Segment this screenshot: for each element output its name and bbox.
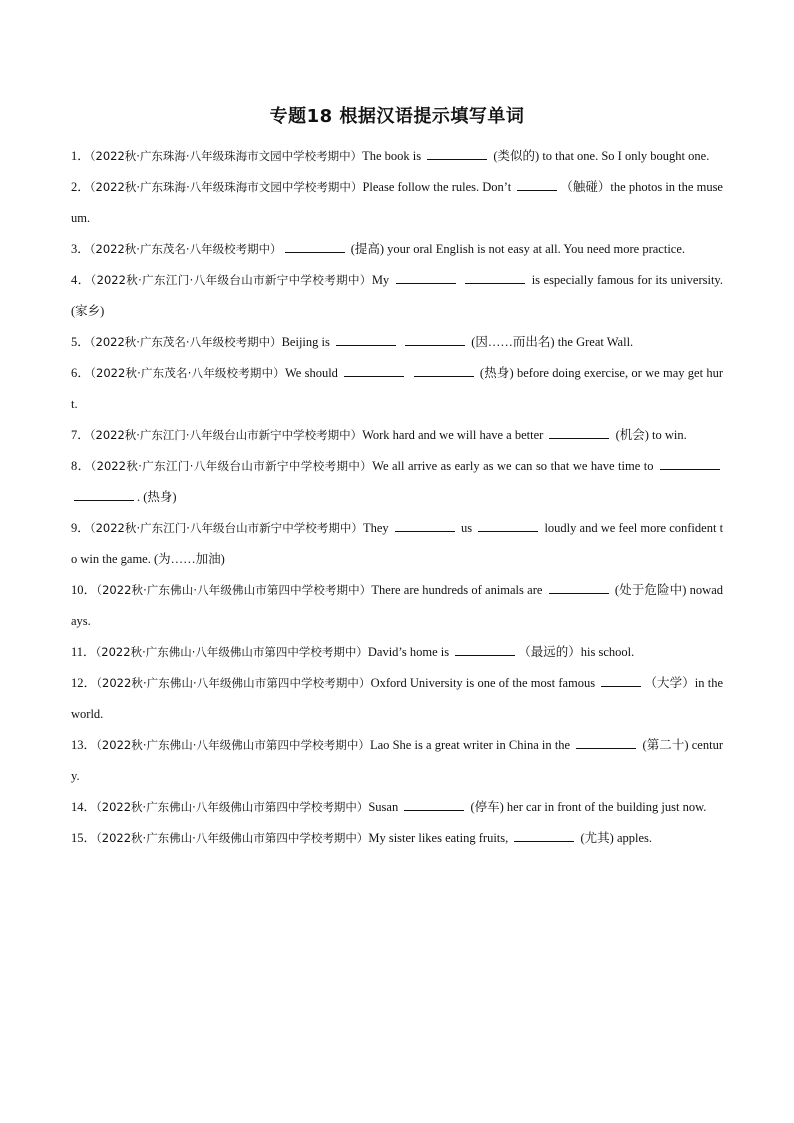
question-text: Oxford University is one of the most famous: [370, 676, 596, 690]
question-source: （2022秋·广东佛山·八年级佛山市第四中学校考期中）: [96, 800, 369, 814]
question-list: [71, 141, 723, 854]
question-source: （2022秋·广东江门·八年级台山市新宁中学校考期中）: [90, 273, 372, 287]
question-source: （2022秋·广东佛山·八年级佛山市第四中学校考期中）: [96, 676, 371, 690]
answer-blank[interactable]: [74, 499, 134, 501]
answer-blank[interactable]: [549, 437, 609, 439]
question-item: [71, 141, 723, 172]
answer-blank[interactable]: [336, 344, 396, 346]
answer-blank[interactable]: [395, 530, 455, 532]
question-text: We should: [284, 366, 338, 380]
question-text: （最远的）his school.: [518, 645, 635, 659]
question-number: 9．: [71, 521, 90, 535]
question-text: （大学）in the world.: [71, 676, 723, 721]
question-text: (处于危险中) nowadays.: [71, 583, 724, 628]
question-text: My sister likes eating fruits,: [368, 831, 509, 845]
question-text: My: [371, 273, 390, 287]
answer-blank[interactable]: [405, 344, 465, 346]
question-number: 8．: [71, 459, 91, 473]
question-number: 2．: [71, 180, 90, 194]
question-item: [71, 172, 723, 234]
answer-blank[interactable]: [478, 530, 538, 532]
question-text: (停车) her car in front of the building just now.: [470, 800, 707, 814]
question-source: （2022秋·广东珠海·八年级珠海市文园中学校考期中）: [89, 180, 363, 194]
question-text: Beijing is: [281, 335, 330, 349]
answer-blank[interactable]: [455, 654, 515, 656]
question-text: (机会) to win.: [615, 428, 687, 442]
question-text: (提高) your oral English is not easy at all. You need more practice.: [350, 242, 686, 256]
answer-blank[interactable]: [549, 592, 609, 594]
question-item: [71, 234, 723, 265]
page-title: 专题18 根据汉语提示填写单词: [269, 106, 525, 127]
question-item: [71, 327, 723, 358]
question-source: （2022秋·广东茂名·八年级校考期中）: [89, 335, 282, 349]
question-text: We all arrive as early as we can so that we have time to: [372, 459, 654, 473]
question-number: 6．: [71, 366, 91, 380]
question-text: . (热身): [137, 490, 177, 504]
question-text: There are hundreds of animals are: [371, 583, 543, 597]
question-source: （2022秋·广东佛山·八年级佛山市第四中学校考期中）: [96, 831, 369, 845]
question-text: The book is: [362, 149, 422, 163]
question-number: 10．: [71, 583, 97, 597]
question-item: [71, 451, 723, 513]
question-text: (因……而出名) the Great Wall.: [471, 335, 634, 349]
question-number: 1．: [71, 149, 90, 163]
question-text: is especially famous for its university. (家乡): [71, 273, 723, 318]
question-text: (类似的) to that one. So I only bought one.: [493, 149, 710, 163]
question-text: (尤其) apples.: [580, 831, 653, 845]
question-text: David’s home is: [367, 645, 450, 659]
question-source: （2022秋·广东江门·八年级台山市新宁中学校考期中）: [89, 428, 363, 442]
question-source: （2022秋·广东佛山·八年级佛山市第四中学校考期中）: [95, 645, 368, 659]
question-item: [71, 637, 723, 668]
answer-blank[interactable]: [465, 282, 525, 284]
question-text: Susan: [368, 800, 399, 814]
answer-blank[interactable]: [344, 375, 404, 377]
answer-blank[interactable]: [601, 685, 641, 687]
answer-blank[interactable]: [285, 251, 345, 253]
answer-blank[interactable]: [660, 468, 720, 470]
question-source: （2022秋·广东江门·八年级台山市新宁中学校考期中）: [89, 521, 363, 535]
answer-blank[interactable]: [576, 747, 636, 749]
question-number: 3．: [71, 242, 90, 256]
answer-blank[interactable]: [517, 189, 557, 191]
question-item: [71, 668, 723, 730]
question-text: us: [460, 521, 473, 535]
question-item: [71, 730, 723, 792]
question-text: (第二十) century.: [71, 738, 723, 783]
question-number: 11．: [71, 645, 96, 659]
question-item: [71, 420, 723, 451]
question-source: （2022秋·广东茂名·八年级校考期中）: [89, 242, 282, 256]
answer-blank[interactable]: [404, 809, 464, 811]
question-text: Please follow the rules. Don’t: [362, 180, 512, 194]
question-text: Work hard and we will have a better: [362, 428, 544, 442]
question-number: 15．: [71, 831, 97, 845]
question-source: （2022秋·广东佛山·八年级佛山市第四中学校考期中）: [96, 738, 370, 752]
question-item: [71, 823, 723, 854]
question-item: [71, 792, 723, 823]
question-source: （2022秋·广东佛山·八年级佛山市第四中学校考期中）: [96, 583, 372, 597]
question-source: （2022秋·广东江门·八年级台山市新宁中学校考期中）: [90, 459, 373, 473]
question-text: Lao She is a great writer in China in the: [369, 738, 571, 752]
question-number: 13．: [71, 738, 97, 752]
question-number: 5．: [71, 335, 90, 349]
question-item: [71, 265, 723, 327]
question-number: 14．: [71, 800, 97, 814]
answer-blank[interactable]: [414, 375, 474, 377]
question-item: [71, 575, 723, 637]
answer-blank[interactable]: [514, 840, 574, 842]
question-source: （2022秋·广东茂名·八年级校考期中）: [90, 366, 285, 380]
question-text: (热身) before doing exercise, or we may get hurt.: [71, 366, 724, 411]
question-number: 7．: [71, 428, 90, 442]
question-text: loudly and we feel more confident to win the game. (为……加油): [71, 521, 724, 566]
question-item: [71, 358, 723, 420]
answer-blank[interactable]: [427, 158, 487, 160]
question-item: [71, 513, 723, 575]
question-source: （2022秋·广东珠海·八年级珠海市文园中学校考期中）: [89, 149, 363, 163]
question-text: They: [362, 521, 389, 535]
question-text: （触碰）the photos in the museum.: [71, 180, 723, 225]
question-number: 12．: [71, 676, 97, 690]
answer-blank[interactable]: [396, 282, 456, 284]
question-number: 4．: [71, 273, 91, 287]
